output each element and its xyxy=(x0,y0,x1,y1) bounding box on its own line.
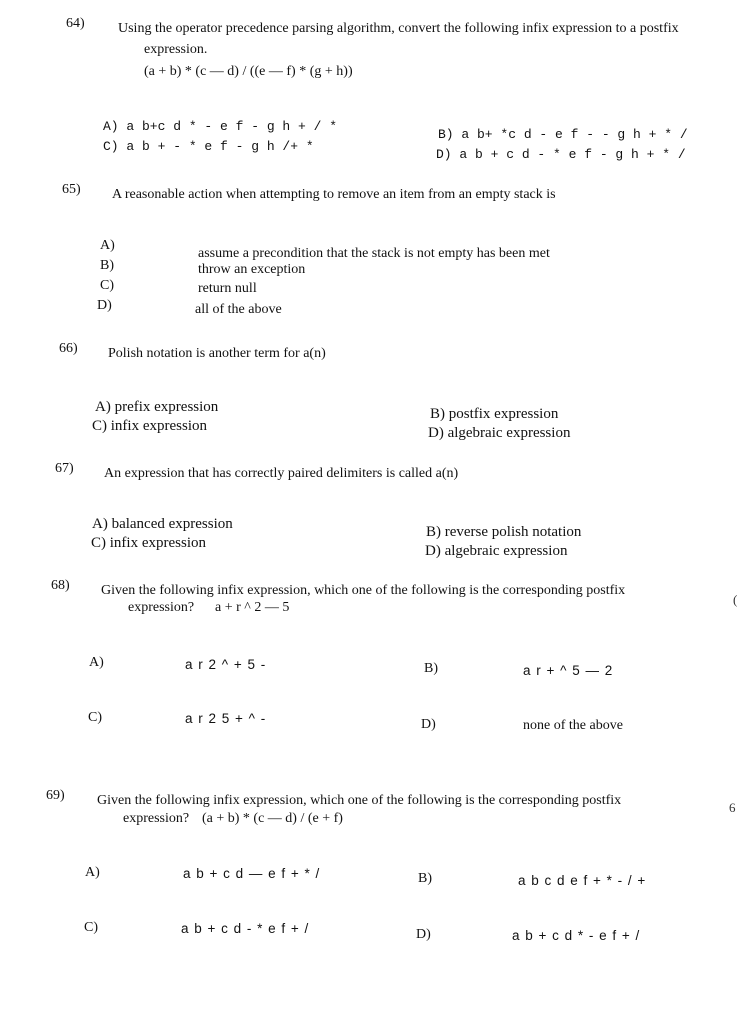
question-65-option-c: return null xyxy=(198,281,257,296)
question-64-option-d: D) a b + c d - * e f - g h + * / xyxy=(436,147,686,162)
question-68-label-a: A) xyxy=(89,655,104,670)
question-69-option-c: a b + c d - * e f + / xyxy=(181,921,310,936)
question-68-option-a: a r 2 ^ + 5 - xyxy=(185,657,267,672)
question-66-option-b: B) postfix expression xyxy=(430,406,559,422)
question-67-option-c: C) infix expression xyxy=(91,535,206,551)
question-66-option-d: D) algebraic expression xyxy=(428,425,571,441)
question-69-expression: (a + b) * (c — d) / (e + f) xyxy=(202,811,343,826)
question-65-option-a: assume a precondition that the stack is not empty has been met xyxy=(198,246,550,261)
question-65-label-a: A) xyxy=(100,238,115,253)
margin-mark-paren: ( xyxy=(733,592,738,607)
question-64-option-a: A) a b+c d * - e f - g h + / * xyxy=(103,119,338,134)
question-69-label-c: C) xyxy=(84,920,98,935)
question-66-option-c: C) infix expression xyxy=(92,418,207,434)
question-65-label-d: D) xyxy=(97,298,112,313)
question-69-number: 69) xyxy=(46,788,65,803)
question-64-option-b: B) a b+ *c d - e f - - g h + * / xyxy=(438,127,688,142)
question-66-option-a: A) prefix expression xyxy=(95,399,219,415)
question-68-stem-line2: expression? xyxy=(128,600,195,615)
question-68-label-d: D) xyxy=(421,717,436,732)
question-64-number: 64) xyxy=(66,16,85,31)
question-69-option-b: a b c d e f + * - / + xyxy=(518,873,647,888)
question-68-option-c: a r 2 5 + ^ - xyxy=(185,711,267,726)
question-65-label-c: C) xyxy=(100,278,114,293)
question-65-option-b: throw an exception xyxy=(198,262,306,277)
question-67-option-a: A) balanced expression xyxy=(92,516,233,532)
question-67-stem: An expression that has correctly paired delimiters is called a(n) xyxy=(104,466,459,481)
question-64-expression: (a + b) * (c — d) / ((e — f) * (g + h)) xyxy=(144,64,353,79)
question-69-label-a: A) xyxy=(85,865,100,880)
question-64-option-c: C) a b + - * e f - g h /+ * xyxy=(103,139,314,154)
question-65-label-b: B) xyxy=(100,258,114,273)
question-66-stem: Polish notation is another term for a(n) xyxy=(108,346,326,361)
question-65-option-d: all of the above xyxy=(195,302,282,317)
question-69-stem-line1: Given the following infix expression, which one of the following is the corresponding postfix xyxy=(97,793,622,808)
question-67-number: 67) xyxy=(55,461,74,476)
question-65-stem: A reasonable action when attempting to remove an item from an empty stack is xyxy=(112,187,556,202)
question-68-number: 68) xyxy=(51,578,70,593)
question-68-label-b: B) xyxy=(424,661,438,676)
question-68-option-d: none of the above xyxy=(523,718,623,733)
question-67-option-d: D) algebraic expression xyxy=(425,543,568,559)
question-69-option-d: a b + c d * - e f + / xyxy=(512,928,641,943)
margin-mark-six: 6 xyxy=(729,800,736,815)
question-69-stem-line2: expression? xyxy=(123,811,190,826)
question-68-stem-line1: Given the following infix expression, which one of the following is the corresponding postfix xyxy=(101,583,626,598)
question-69-label-b: B) xyxy=(418,871,432,886)
question-67-option-b: B) reverse polish notation xyxy=(426,524,582,540)
question-64-stem-line2: expression. xyxy=(144,42,208,57)
question-66-number: 66) xyxy=(59,341,78,356)
question-69-label-d: D) xyxy=(416,927,431,942)
question-68-option-b: a r + ^ 5 — 2 xyxy=(523,663,614,678)
question-69-option-a: a b + c d — e f + * / xyxy=(183,866,321,881)
question-65-number: 65) xyxy=(62,182,81,197)
question-68-expression: a + r ^ 2 — 5 xyxy=(215,600,290,615)
question-64-stem-line1: Using the operator precedence parsing algorithm, convert the following infix expression to a postfix xyxy=(118,21,679,36)
question-68-label-c: C) xyxy=(88,710,102,725)
